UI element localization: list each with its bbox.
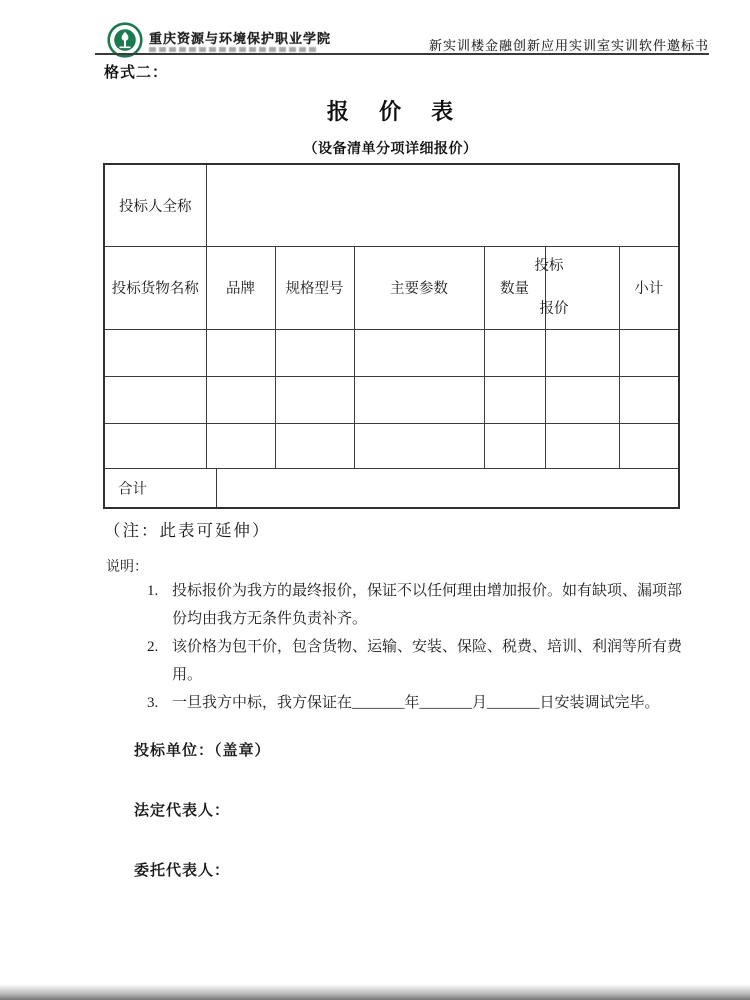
page-bottom-edge-shadow bbox=[0, 984, 750, 1000]
table-cell-empty bbox=[545, 376, 619, 423]
table-cell-empty bbox=[619, 423, 679, 468]
total-row-divider bbox=[216, 469, 217, 507]
table-cell-empty bbox=[484, 376, 545, 423]
col-header-brand: 品牌 bbox=[206, 246, 275, 329]
table-cell-empty bbox=[545, 423, 619, 468]
college-name: 重庆资源与环境保护职业学院 bbox=[149, 31, 332, 46]
table-cell-empty bbox=[104, 329, 206, 376]
table-cell-empty bbox=[619, 329, 679, 376]
table-cell-empty bbox=[484, 423, 545, 468]
total-label: 合计 bbox=[118, 481, 147, 497]
table-cell-empty bbox=[206, 423, 275, 468]
page-subtitle: （设备清单分项详细报价） bbox=[303, 140, 478, 156]
table-row-empty-3 bbox=[104, 423, 679, 468]
table-extendable-note: （注：此表可延伸） bbox=[104, 521, 271, 540]
table-row-empty-1 bbox=[104, 329, 679, 376]
note-number: 3. bbox=[147, 695, 159, 711]
table-row-columns bbox=[104, 246, 679, 329]
note-number: 2. bbox=[147, 639, 159, 655]
document-header-title: 新实训楼金融创新应用实训室实训软件邀标书 bbox=[428, 38, 709, 53]
bidder-name-value-cell bbox=[206, 164, 679, 246]
table-row-total bbox=[104, 468, 679, 508]
table-cell-empty bbox=[104, 423, 206, 468]
col-header-model: 规格型号 bbox=[275, 246, 354, 329]
col-header-subtotal: 小计 bbox=[619, 246, 679, 329]
page-title: 报 价 表 bbox=[326, 99, 455, 124]
notes-heading: 说明： bbox=[106, 560, 148, 575]
note-text: 一旦我方中标，我方保证在_______年_______月_______日安装调试完毕。 bbox=[172, 695, 660, 711]
col-header-params: 主要参数 bbox=[354, 246, 484, 329]
bid-price-line1: 投标 bbox=[534, 258, 564, 274]
note-item-2 bbox=[147, 633, 695, 689]
col-header-quantity: 数量 bbox=[484, 246, 545, 329]
table-cell-empty bbox=[354, 329, 484, 376]
table-row-empty-2 bbox=[104, 376, 679, 423]
note-item-1 bbox=[147, 577, 695, 633]
table-cell-empty bbox=[354, 423, 484, 468]
table-cell-empty bbox=[275, 423, 354, 468]
table-cell-empty bbox=[206, 376, 275, 423]
table-cell-empty bbox=[275, 329, 354, 376]
note-text: 投标报价为我方的最终报价，保证不以任何理由增加报价。如有缺项、漏项部份均由我方无条件负责补齐。 bbox=[172, 583, 683, 627]
table-cell-empty bbox=[484, 329, 545, 376]
table-cell-empty bbox=[545, 329, 619, 376]
col-header-goods: 投标货物名称 bbox=[104, 246, 206, 329]
total-row-cell bbox=[104, 468, 679, 508]
table-cell-empty bbox=[354, 376, 484, 423]
bidder-name-label: 投标人全称 bbox=[104, 164, 206, 246]
signature-bidder-unit: 投标单位：（盖章） bbox=[134, 743, 271, 759]
col-header-bid-price bbox=[534, 246, 619, 329]
signature-authorized-representative: 委托代表人： bbox=[134, 863, 231, 879]
table-row-bidder bbox=[104, 164, 679, 246]
quotation-table bbox=[103, 163, 680, 509]
note-number: 1. bbox=[147, 583, 159, 599]
table-cell-empty bbox=[619, 376, 679, 423]
notes-list bbox=[147, 577, 695, 717]
table-cell-empty bbox=[104, 376, 206, 423]
bid-price-line2: 报价 bbox=[539, 301, 569, 317]
table-cell-empty bbox=[275, 376, 354, 423]
table-cell-empty bbox=[206, 329, 275, 376]
note-text: 该价格为包干价，包含货物、运输、安装、保险、税费、培训、利润等所有费用。 bbox=[172, 639, 683, 683]
college-subtext-decoration bbox=[149, 47, 319, 52]
signature-legal-representative: 法定代表人： bbox=[134, 803, 231, 819]
note-item-3 bbox=[147, 689, 695, 717]
format-label: 格式二： bbox=[104, 64, 169, 81]
